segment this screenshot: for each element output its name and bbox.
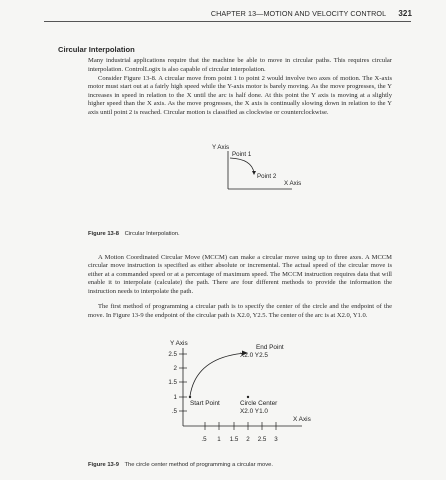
fig9-y-tick-label-2: 2 (173, 365, 177, 372)
fig9-x-tick-label-0-5: .5 (201, 436, 207, 443)
fig9-x-tick-label-2: 2 (246, 436, 250, 443)
fig8-arc-path (230, 158, 254, 173)
paragraph-3: A Motion Coordinated Circular Move (MCCM) can make a circular move using up to three axes. A MCCM circular move instruction is specified as either absolute or incremental. The actual speed of the circular move is either at a commanded speed or at a percentage of maximum speed. The MCCM instruction requires data that will enable it to interpolate (calculate) the path. There are four different methods to provide the information the instruction needs to interpolate the path. (88, 253, 392, 295)
fig8-caption-number: Figure 13-8 (88, 231, 119, 237)
fig9-x-axis-label: X Axis (293, 416, 311, 423)
fig9-center-marker (247, 396, 249, 398)
paragraph-2: Consider Figure 13-8. A circular move from point 1 to point 2 would involve two axes of motion. The X-axis motor must start out at a fairly high speed while the Y-axis motor is barely moving. As the move progresses, the Y increases in speed in relation to the X until the arc is half done. At this point the Y axis is moving at a slightly higher speed than the X axis. As the move progresses, the X axis is continually slowing down in relation to the Y axis until point 2 is reached. Circular motion is classified as clockwise or counterclockwise. (88, 74, 392, 116)
fig9-y-tick-labels (168, 351, 177, 415)
page-number: 321 (398, 9, 412, 18)
fig9-x-tick-label-3: 3 (274, 436, 278, 443)
header-rule (44, 21, 411, 22)
fig9-end-point-coords: X2.0 Y2.5 (240, 352, 268, 359)
fig9-center-label: Circle Center (240, 400, 278, 407)
fig9-y-tick-label-0-5: .5 (171, 408, 177, 415)
figure-13-8-diagram (180, 137, 340, 222)
fig9-x-tick-label-1: 1 (217, 436, 221, 443)
paragraph-4: The first method of programming a circular path is to specify the center of the circle and the endpoint of the move. In Figure 13-9 the endpoint of the circular path is X2.0, Y2.5. The center of the arc is at X2.0, Y1.0. (88, 303, 392, 319)
fig9-end-point-label: End Point (256, 344, 284, 351)
fig9-start-point-marker (189, 396, 191, 398)
fig9-x-tick-label-2-5: 2.5 (257, 436, 267, 443)
fig9-caption-text: The circle center method of programming a circular move. (124, 462, 273, 468)
fig9-y-tick-label-1-5: 1.5 (168, 379, 177, 386)
figure-13-8-caption (88, 231, 180, 237)
fig9-center-coords: X2.0 Y1.0 (240, 408, 268, 415)
section-heading: Circular Interpolation (58, 45, 135, 54)
fig9-x-tick-label-1-5: 1.5 (229, 436, 239, 443)
figure-13-9-diagram (160, 335, 360, 470)
running-head (211, 9, 412, 18)
fig9-y-axis-label: Y Axis (170, 340, 188, 347)
fig8-x-axis-label: X Axis (284, 180, 302, 187)
fig8-point1-label: Point 1 (232, 151, 252, 158)
figure-13-9-caption (88, 462, 273, 468)
fig9-arc-path (190, 353, 246, 396)
chapter-title: CHAPTER 13—MOTION AND VELOCITY CONTROL (210, 9, 387, 18)
fig8-y-axis-label: Y Axis (212, 144, 230, 151)
fig9-start-point-label: Start Point (190, 400, 220, 407)
paragraph-1: Many industrial applications require that the machine be able to move in circular paths. This requires circular interpolation. ControlLogix is also capable of circular interpolation. (88, 57, 392, 73)
fig9-caption-number: Figure 13-9 (88, 462, 119, 468)
fig9-y-tick-label-2-5: 2.5 (168, 351, 177, 358)
fig8-point2-label: Point 2 (257, 173, 277, 180)
fig8-arc-arrowhead (252, 171, 256, 175)
fig9-y-tick-label-1: 1 (173, 394, 177, 401)
fig8-caption-text: Circular Interpolation. (124, 231, 180, 237)
fig9-x-tick-labels (201, 436, 278, 443)
